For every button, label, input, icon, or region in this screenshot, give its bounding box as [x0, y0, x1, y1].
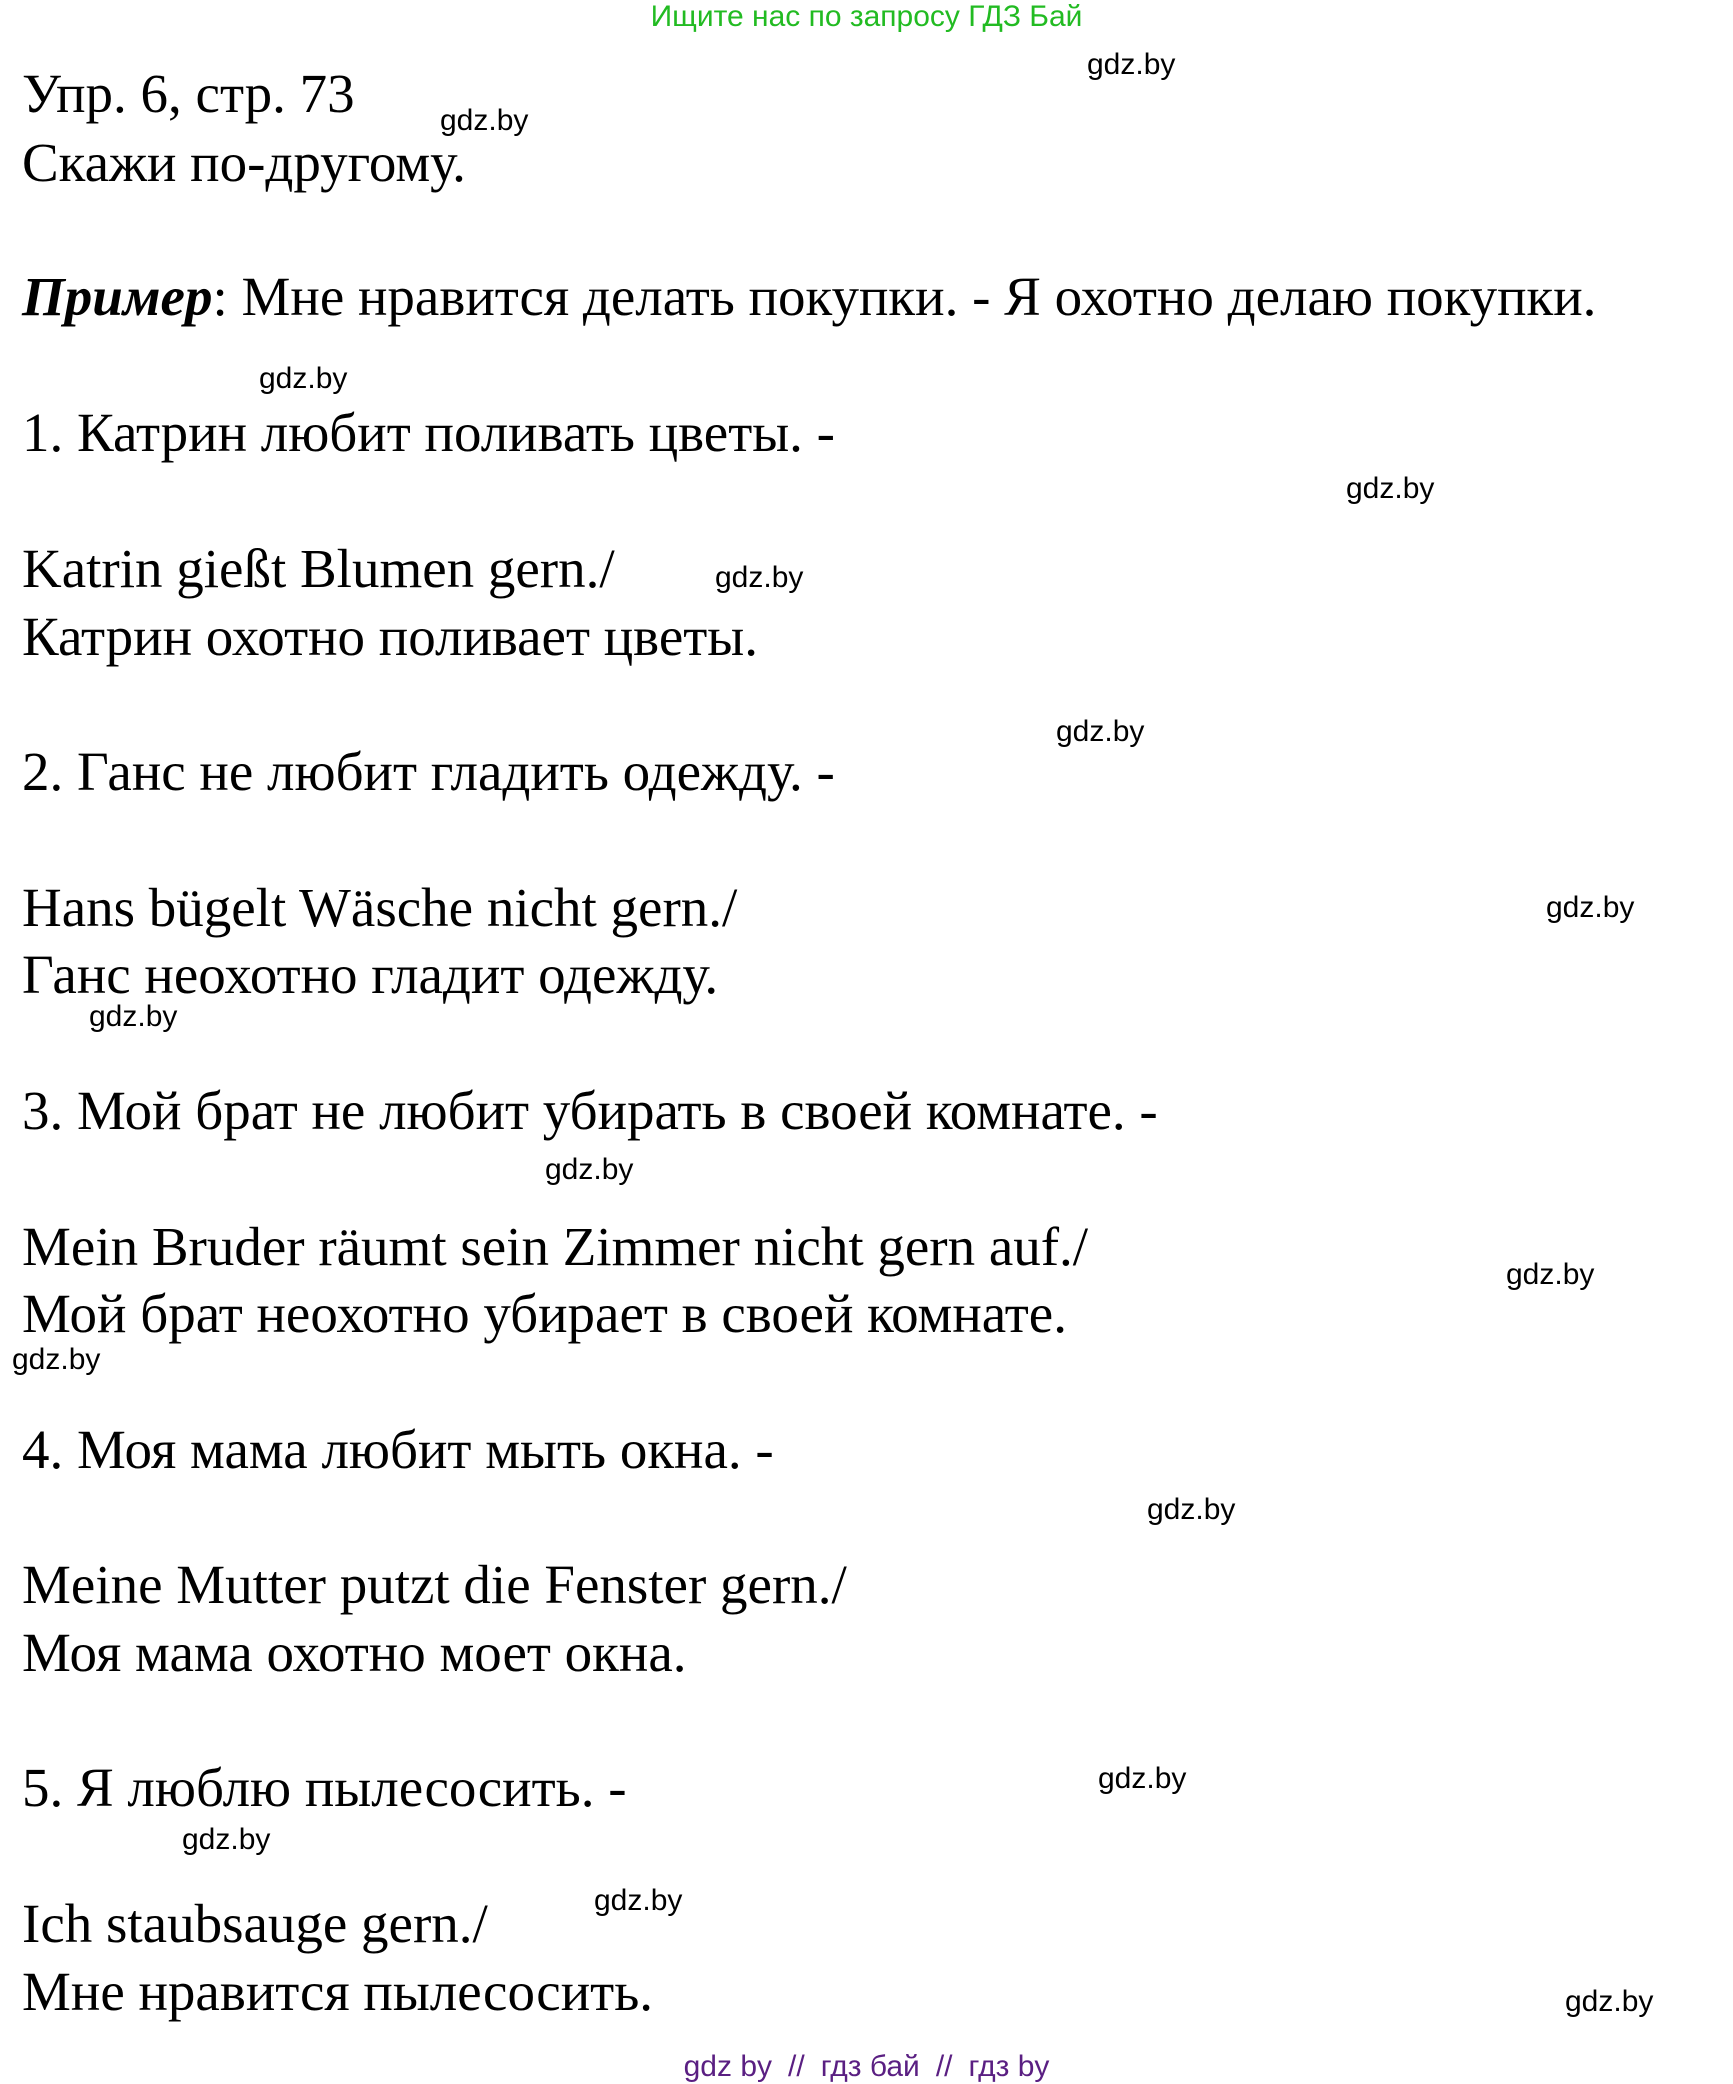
item-1-german: Katrin gießt Blumen gern./ — [22, 538, 615, 599]
example-label: Пример — [22, 266, 213, 327]
item-2-russian: Ганс неохотно гладит одежду. — [22, 944, 719, 1005]
footer-links — [0, 2050, 1733, 2084]
footer-separator: // — [935, 2050, 953, 2083]
item-5-prompt: 5. Я люблю пылесосить. - — [22, 1757, 627, 1818]
watermark: gdz.by — [1546, 891, 1635, 924]
watermark: gdz.by — [1147, 1493, 1236, 1526]
watermark: gdz.by — [1346, 472, 1435, 505]
item-2-german: Hans bügelt Wäsche nicht gern./ — [22, 877, 738, 938]
watermark: gdz.by — [440, 104, 529, 137]
watermark: gdz.by — [1565, 1985, 1654, 2018]
watermark: gdz.by — [259, 362, 348, 395]
footer-separator: // — [788, 2050, 805, 2083]
example-colon: : — [212, 266, 228, 327]
example-line — [22, 265, 1596, 329]
watermark: gdz.by — [12, 1343, 101, 1376]
watermark: gdz.by — [594, 1884, 683, 1917]
exercise-title: Упр. 6, стр. 73 — [22, 63, 355, 124]
watermark: gdz.by — [715, 561, 804, 594]
item-3-prompt: 3. Мой брат не любит убирать в своей комнате. - — [22, 1080, 1158, 1141]
search-banner[interactable]: Ищите нас по запросу ГДЗ Бай — [650, 0, 1083, 33]
item-2-prompt: 2. Ганс не любит гладить одежду. - — [22, 741, 835, 802]
item-5-german: Ich staubsauge gern./ — [22, 1893, 488, 1954]
footer-link-gdz-by-cyr[interactable]: гдз by — [968, 2050, 1050, 2083]
watermark: gdz.by — [1506, 1258, 1595, 1291]
item-1-prompt: 1. Катрин любит поливать цветы. - — [22, 402, 835, 463]
exercise-instruction: Скажи по-другому. — [22, 132, 466, 193]
watermark: gdz.by — [89, 1000, 178, 1033]
watermark: gdz.by — [1087, 48, 1176, 81]
watermark: gdz.by — [182, 1823, 271, 1856]
example-text: Мне нравится делать покупки. - Я охотно делаю покупки. — [227, 266, 1597, 327]
item-4-german: Meine Mutter putzt die Fenster gern./ — [22, 1554, 847, 1615]
item-5-russian: Мне нравится пылесосить. — [22, 1961, 654, 2022]
item-3-russian: Мой брат неохотно убирает в своей комнате. — [22, 1283, 1067, 1344]
item-4-russian: Моя мама охотно моет окна. — [22, 1622, 687, 1683]
footer-link-gdz-bai[interactable]: гдз бай — [820, 2050, 920, 2083]
item-4-prompt: 4. Моя мама любит мыть окна. - — [22, 1419, 774, 1480]
watermark: gdz.by — [545, 1153, 634, 1186]
footer-link-gdz-by[interactable]: gdz by — [683, 2050, 773, 2083]
item-3-german: Mein Bruder räumt sein Zimmer nicht gern auf./ — [22, 1216, 1089, 1277]
watermark: gdz.by — [1056, 715, 1145, 748]
item-1-russian: Катрин охотно поливает цветы. — [22, 606, 758, 667]
watermark: gdz.by — [1098, 1762, 1187, 1795]
